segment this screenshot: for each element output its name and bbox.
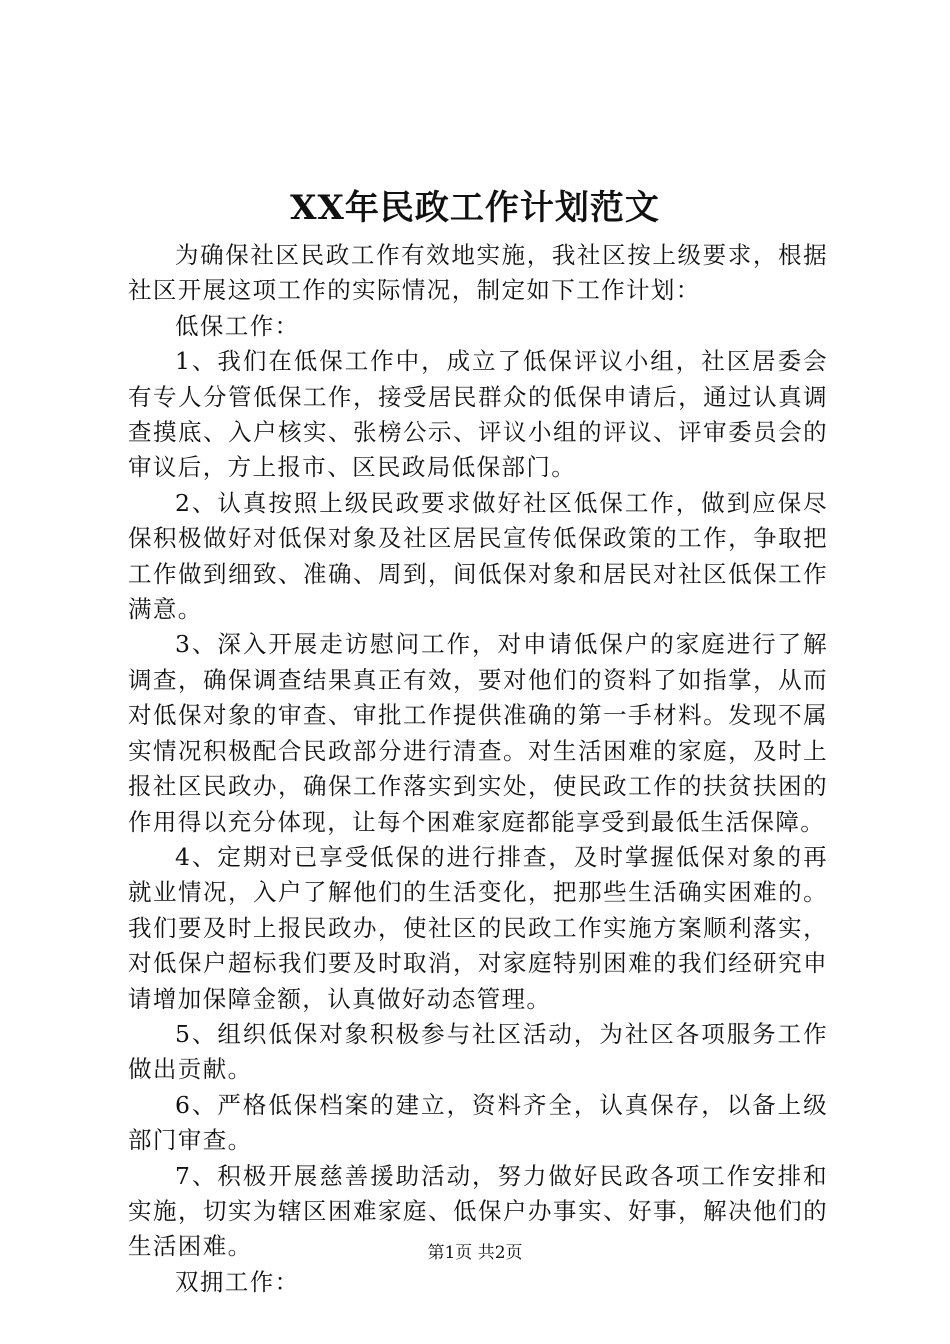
- paragraph-item-7: 7、积极开展慈善援助活动，努力做好民政各项工作安排和实施，切实为辖区困难家庭、低保户办事实、好事，解决他们的生活困难。: [128, 1161, 828, 1261]
- paragraph-item-1: 1、我们在低保工作中，成立了低保评议小组，社区居委会有专人分管低保工作，接受居民群众的低保申请后，通过认真调查摸底、入户核实、张榜公示、评议小组的评议、评审委员会的审议后，方上报市、区民政局低保部门。: [128, 347, 828, 482]
- paragraph-item-2: 2、认真按照上级民政要求做好社区低保工作，做到应保尽保积极做好对低保对象及社区居民宣传低保政策的工作，争取把工作做到细致、准确、周到，间低保对象和居民对社区低保工作满意。: [128, 488, 828, 624]
- paragraph-item-5: 5、组织低保对象积极参与社区活动，为社区各项服务工作做出贡献。: [128, 1019, 828, 1084]
- document-body: [128, 238, 828, 1300]
- intro-paragraph: 为确保社区民政工作有效地实施，我社区按上级要求，根据社区开展这项工作的实际情况，制定如下工作计划：: [128, 241, 828, 305]
- document-title: XX年民政工作计划范文: [290, 188, 660, 228]
- paragraph-item-4: 4、定期对已享受低保的进行排查，及时掌握低保对象的再就业情况，入户了解他们的生活变化，把那些生活确实困难的。我们要及时上报民政办，使社区的民政工作实施方案顺利落实，对低保户超标我们要及时取消，对家庭特别困难的我们经研究申请增加保障金额，认真做好动态管理。: [128, 842, 828, 1013]
- page-number-footer: 第1页 共2页: [427, 1243, 523, 1263]
- section-heading-shuangyong: 双拥工作：: [175, 1267, 300, 1296]
- paragraph-item-3: 3、深入开展走访慰问工作，对申请低保户的家庭进行了解调查，确保调查结果真正有效，要对他们的资料了如指掌，从而对低保对象的审查、审批工作提供准确的第一手材料。发现不属实情况积极配合民政部分进行清查。对生活困难的家庭，及时上报社区民政办，确保工作落实到实处，使民政工作的扶贫扶困的作用得以充分体现，让每个困难家庭都能享受到最低生活保障。: [128, 630, 828, 836]
- section-heading-dibao: 低保工作：: [175, 311, 300, 340]
- paragraph-item-6: 6、严格低保档案的建立，资料齐全，认真保存，以备上级部门审查。: [128, 1090, 828, 1155]
